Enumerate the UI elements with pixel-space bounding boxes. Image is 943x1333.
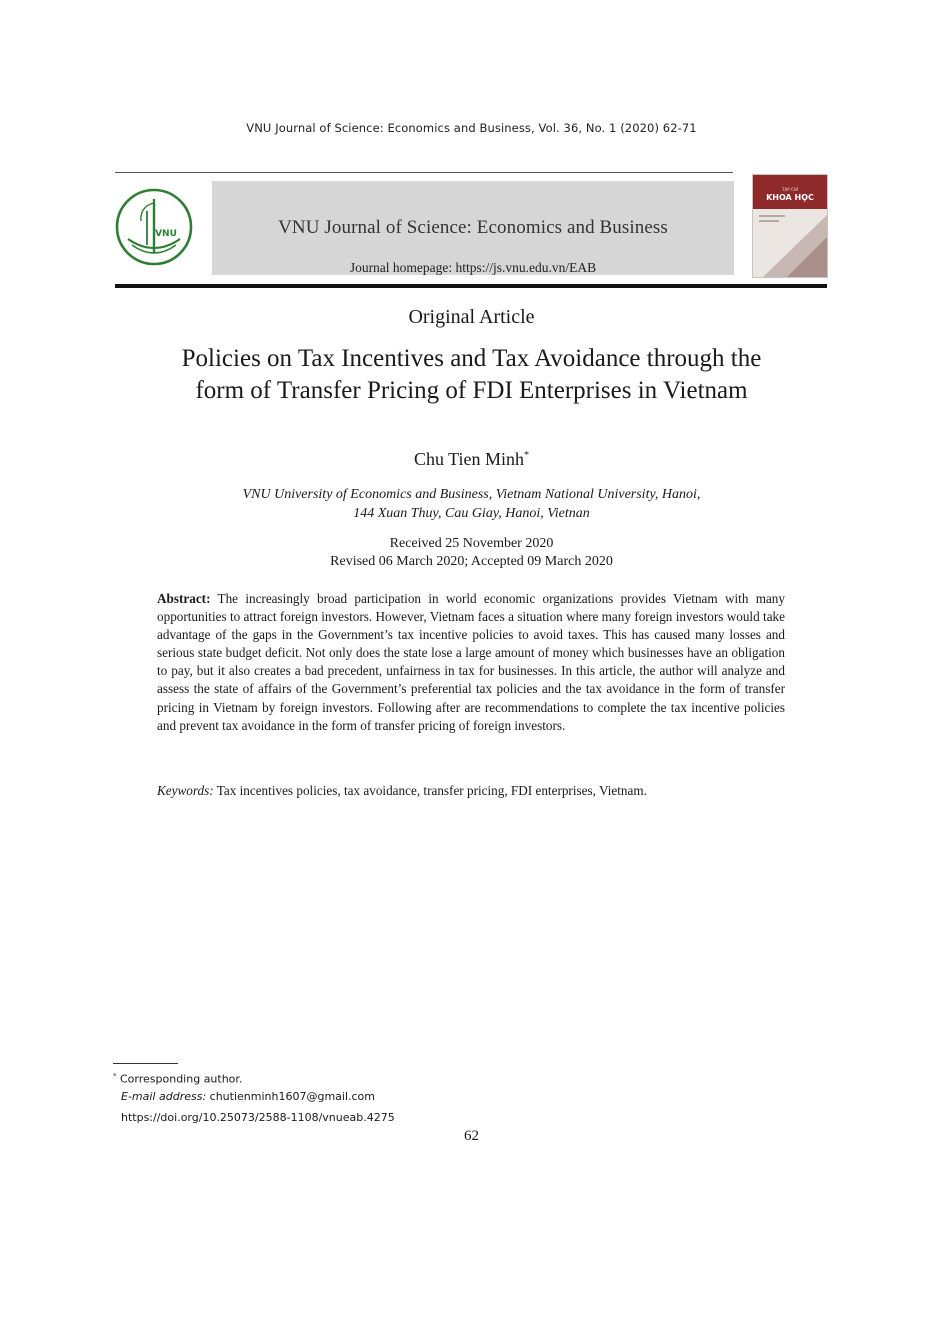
received-date: Received 25 November 2020 [389, 536, 554, 551]
banner-homepage: Journal homepage: https://js.vnu.edu.vn/EAB [349, 260, 597, 275]
cover-small-text: TẠP CHÍ [782, 187, 798, 192]
banner-bottom-rule [115, 284, 827, 288]
paper-title [60, 343, 883, 407]
author-name: Chu Tien Minh [413, 449, 525, 469]
footnote-corresponding [113, 1068, 513, 1088]
cover-decoration-icon [753, 209, 827, 277]
abstract-text: The increasingly broad participation in world economic organizations provides Vietnam with many opportunities to attract foreign investors. However, Vietnam faces a situation where many foreign investors would take advantage of the gaps in the Government’s tax incentive policies to avoid taxes. This has caused many losses and serious state budget deficit. Not only does the state lose a large amount of money which businesses have an obligation to pay, but it also creates a bad precedent, unfairness in tax for businesses. In this article, the author will analyze and assess the state of affairs of the Government’s preferential tax policies and the tax avoidance in the form of transfer pricing in Vietnam by foreign investors. Following after are recommendations to complete the tax incentive policies and prevent tax avoidance in the form of transfer pricing of foreign investors. [157, 591, 785, 733]
journal-cover-thumbnail [752, 174, 828, 278]
keywords-label: Keywords: [157, 783, 214, 798]
revised-accepted-date: Revised 06 March 2020; Accepted 09 March 2020 [330, 554, 613, 569]
footnote-email [113, 1088, 513, 1105]
running-header: VNU Journal of Science: Economics and Business, Vol. 36, No. 1 (2020) 62-71 [246, 121, 697, 135]
footnote-email-address: chutienminh1607@gmail.com [206, 1089, 376, 1103]
abstract [157, 590, 785, 735]
paper-title-line-1: Policies on Tax Incentives and Tax Avoidance through the [181, 345, 762, 372]
logo-text: VNU [155, 229, 177, 239]
footnote-mark: * [113, 1072, 117, 1080]
vnu-logo [114, 187, 194, 267]
page-number: 62 [464, 1128, 479, 1144]
abstract-label: Abstract: [157, 591, 211, 606]
paper-title-line-2: form of Transfer Pricing of FDI Enterprises in Vietnam [195, 377, 748, 404]
vnu-logo-icon [114, 187, 194, 267]
affiliation [0, 485, 943, 523]
banner-top-rule [115, 172, 733, 173]
keywords [157, 782, 785, 800]
footnote-email-label: E-mail address: [121, 1089, 207, 1103]
author [0, 449, 943, 470]
journal-banner [212, 181, 734, 275]
footnote [113, 1068, 513, 1105]
footnote-corresponding-text: Corresponding author. [116, 1072, 243, 1086]
banner-journal-name: VNU Journal of Science: Economics and Business [278, 217, 668, 238]
affiliation-line-1: VNU University of Economics and Business, Vietnam National University, Hanoi, [242, 487, 701, 502]
keywords-text: Tax incentives policies, tax avoidance, transfer pricing, FDI enterprises, Vietnam. [213, 783, 647, 798]
doi-link[interactable]: https://doi.org/10.25073/2588-1108/vnueab.4275 [121, 1111, 395, 1124]
footnote-rule [113, 1063, 178, 1064]
cover-band [753, 175, 827, 209]
cover-big-text: KHOA HỌC [766, 193, 814, 202]
author-mark: * [524, 450, 530, 461]
affiliation-line-2: 144 Xuan Thuy, Cau Giay, Hanoi, Vietnan [353, 506, 590, 521]
article-type: Original Article [408, 306, 535, 328]
article-dates [0, 535, 943, 571]
